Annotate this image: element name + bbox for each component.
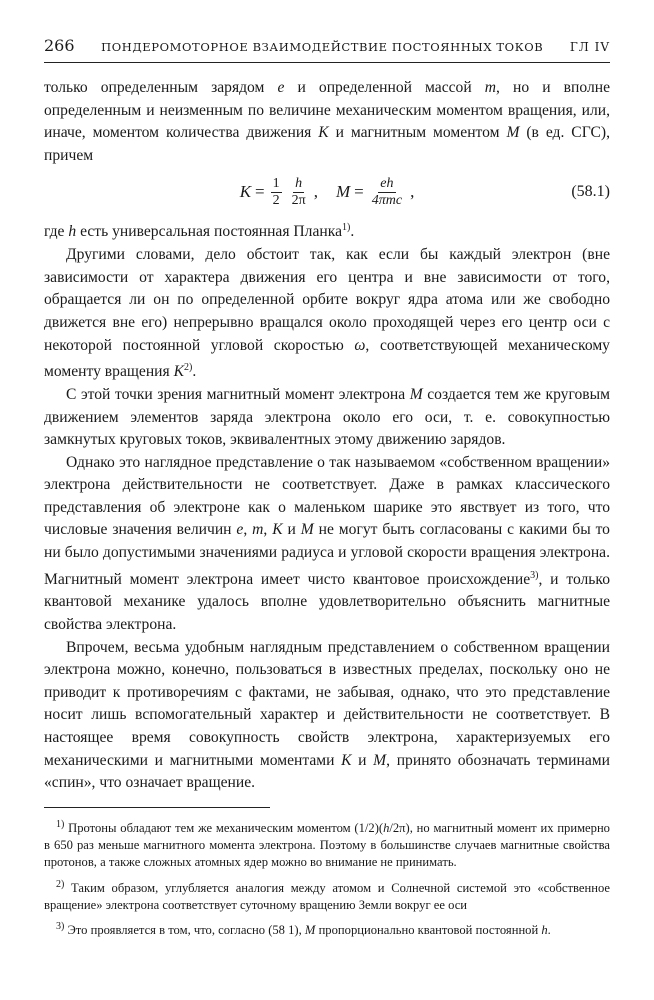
paragraph-4: С этой точки зрения магнитный момент электрона M создается тем же круговым движением элементов заряда электрона около его оси, т. е. совокупностью замкнутых круговых токов, эквивалентных этому движению зарядов.	[44, 385, 610, 449]
equation-number: (58.1)	[571, 183, 610, 201]
fraction-eh-over-4pimc: $\frac{eh}{\text{4πmc}}$	[371, 175, 403, 208]
paragraph-6: Впрочем, весьма удобным наглядным представлением о собственном вращении электрона можно, конечно, пользоваться в известных пределах, поскольку оно не приводит к противоречиям с фактами, не забывая, однако, что это представление носит лишь вспомогательный характер и действительности не соответствует. В настоящее время совокупность свойств электрона, характеризуемых его механическими и магнитными моментами K и M, принято обозначать терминами «спин», что означает вращение.	[44, 638, 610, 792]
footnote-ref-3: 3)	[530, 569, 539, 581]
running-title: ПОНДЕРОМОТОРНОЕ ВЗАИМОДЕЙСТВИЕ ПОСТОЯННЫХ ТОКОВ	[101, 40, 544, 54]
footnote-divider	[44, 807, 270, 808]
fraction-half: $\frac{1}{2}$	[272, 175, 280, 208]
paragraph-3: Другими словами, дело обстоит так, как если бы каждый электрон (вне зависимости от характера движения его центра и вне зависимости от того, обращается ли он по определенной орбите вокруг ядра атома или же свободно движется вне его) непрерывно вращался около проходящей через его центр оси с некоторой постоянной угловой скоростью ω, соответствующей механическому моменту вращения $K^{2)}$.	[44, 246, 610, 381]
paragraph-5: Однако это наглядное представление о так называемом «собственном вращении» электрона действительности не соответствует. Даже в рамках классического представления об электроне как о маленьком шарике это явствует из того, что числовые значения величин e, m, K и M не могут быть согласованы с какими бы то ни было допустимыми значениями радиуса и угловой скорости вращения электрона. Магнитный момент электрона имеет чисто квантовое происхождение$^{3)}$, и только квантовой механике удалось вполне удовлетворительно объяснить магнитные свойства электрона.	[44, 453, 611, 634]
footnotes	[44, 816, 610, 940]
paragraph-1: только определенным зарядом e и определенной массой m, но и вполне определенным и неизменным по величине механическим моментом вращения, или, иначе, моментом количества движения K и магнитным моментом M (в ед. СГС), причем	[44, 79, 610, 164]
footnote-1: $^{1)}$ Протоны обладают тем же механическим моментом (1/2)(h/2π), но магнитный момент их примерно в 650 раз меньше магнитного момента электрона. Поэтому в большинстве случаев магнитные свойства протонов, а также сложных атомных ядер можно во внимание не принимать.	[44, 818, 610, 870]
book-page	[44, 36, 610, 944]
page-number: 266	[44, 36, 75, 55]
chapter-label: ГЛ IV	[569, 40, 610, 54]
formula-58-1: K = $\frac{1}{2}$ $\frac{h}{2\pi}$ , M = $\frac{eh}{\text{4πmc}}$ , (58.1)	[239, 175, 610, 208]
footnote-ref-1: 1)	[342, 222, 351, 234]
fraction-h-over-2pi: $\frac{h}{2\pi}$	[291, 175, 306, 208]
running-header	[44, 36, 610, 63]
main-text	[44, 77, 610, 795]
footnote-ref-2: 2)	[183, 362, 193, 374]
footnote-2: $^{2)}$ Таким образом, углубляется аналогия между атомом и Солнечной системой это «собственное вращение» электрона соответствует суточному вращению Земли вокруг ее оси	[44, 878, 610, 912]
paragraph-2: где h есть универсальная постоянная Планка$^{1)}$.	[44, 222, 355, 241]
footnote-3: $^{3)}$ Это проявляется в том, что, согласно (58 1), M пропорционально квантовой постоянной h.	[56, 921, 551, 938]
